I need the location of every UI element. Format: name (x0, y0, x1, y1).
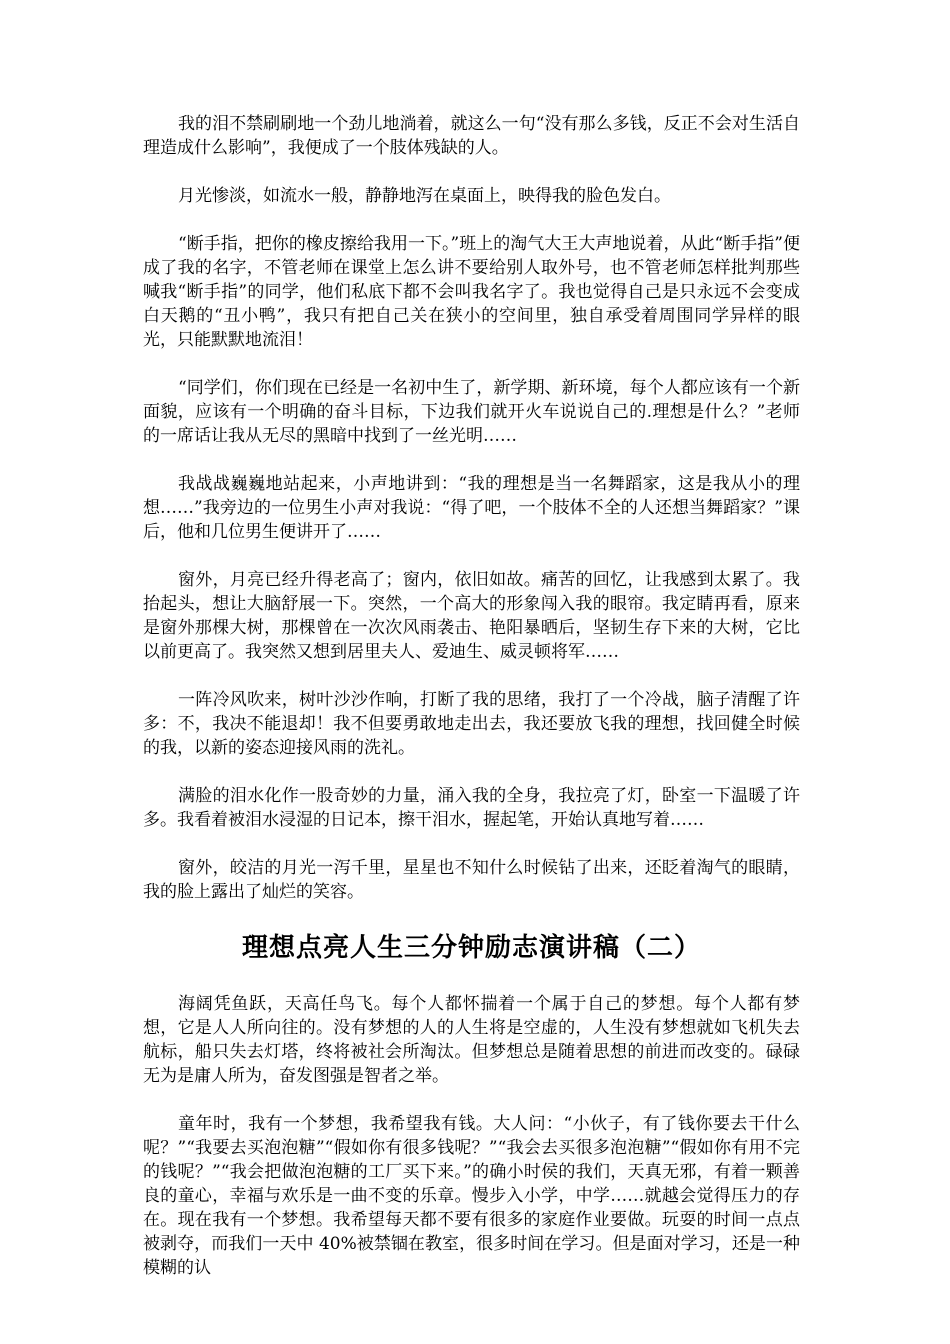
paragraph: 窗外，皎洁的月光一泻千里，星星也不知什么时候钻了出来，还眨着淘气的眼睛，我的脸上露出了灿烂的笑容。 (143, 858, 800, 902)
paragraph: 我战战巍巍地站起来，小声地讲到：“我的理想是当一名舞蹈家，这是我从小的理想……”我旁边的一位男生小声对我说：“得了吧，一个肢体不全的人还想当舞蹈家？”课后，他和几位男生便讲开了…… (143, 474, 800, 542)
paragraph: “断手指，把你的橡皮擦给我用一下。”班上的淘气大王大声地说着，从此“断手指”便成了我的名字，不管老师在课堂上怎么讲不要给别人取外号，也不管老师怎样批判那些喊我“断手指”的同学，他们私底下都不会叫我名字了。我也觉得自己是只永远不会变成白天鹅的“丑小鸭”，我只有把自己关在狭小的空间里，独自承受着周围同学异样的眼光，只能默默地流泪！ (143, 234, 800, 350)
paragraph: 窗外，月亮已经升得老高了；窗内，依旧如故。痛苦的回忆，让我感到太累了。我抬起头，想让大脑舒展一下。突然，一个高大的形象闯入我的眼帘。我定睛再看，原来是窗外那棵大树，那棵曾在一次次风雨袭击、艳阳暴晒后，坚韧生存下来的大树，它比以前更高了。我突然又想到居里夫人、爱迪生、威灵顿将军…… (143, 570, 800, 662)
paragraph: 我的泪不禁刷刷地一个劲儿地淌着，就这么一句“没有那么多钱，反正不会对生活自理造成什么影响”，我便成了一个肢体残缺的人。 (143, 114, 800, 158)
document-page (143, 112, 800, 1304)
paragraph: 月光惨淡，如流水一般，静静地泻在桌面上，映得我的脸色发白。 (178, 186, 671, 206)
section-heading: 理想点亮人生三分钟励志演讲稿（二） (241, 933, 701, 963)
paragraph: 海阔凭鱼跃，天高任鸟飞。每个人都怀揣着一个属于自己的梦想。每个人都有梦想，它是人人所向往的。没有梦想的人的人生将是空虚的，人生没有梦想就如飞机失去航标，船只失去灯塔，终将被社会所淘汰。但梦想总是随着思想的前进而改变的。碌碌无为是庸人所为，奋发图强是智者之举。 (143, 994, 800, 1086)
paragraph: 童年时，我有一个梦想，我希望我有钱。大人问：“小伙子，有了钱你要去干什么呢？”“我要去买泡泡糖”“假如你有很多钱呢？”“我会去买很多泡泡糖”“假如你有用不完的钱呢？”“我会把做泡泡糖的工厂买下来。”的确小时侯的我们，天真无邪，有着一颗善良的童心，幸福与欢乐是一曲不变的乐章。慢步入小学，中学……就越会觉得压力的存在。现在我有一个梦想。我希望每天都不要有很多的家庭作业要做。玩耍的时间一点点被剥夺，而我们一天中 40%被禁锢在教室，很多时间在学习。但是面对学习，还是一种模糊的认 (143, 1114, 800, 1278)
paragraph: “同学们，你们现在已经是一名初中生了，新学期、新环境，每个人都应该有一个新面貌，应该有一个明确的奋斗目标，下边我们就开火车说说自己的.理想是什么？”老师的一席话让我从无尽的黑暗中找到了一丝光明…… (143, 378, 800, 446)
paragraph: 满脸的泪水化作一股奇妙的力量，涌入我的全身，我拉亮了灯，卧室一下温暖了许多。我看着被泪水浸湿的日记本，擦干泪水，握起笔，开始认真地写着…… (143, 786, 800, 830)
paragraph: 一阵冷风吹来，树叶沙沙作响，打断了我的思绪，我打了一个冷战，脑子清醒了许多：不，我决不能退却！我不但要勇敢地走出去，我还要放飞我的理想，找回健全时候的我，以新的姿态迎接风雨的洗礼。 (143, 690, 800, 758)
